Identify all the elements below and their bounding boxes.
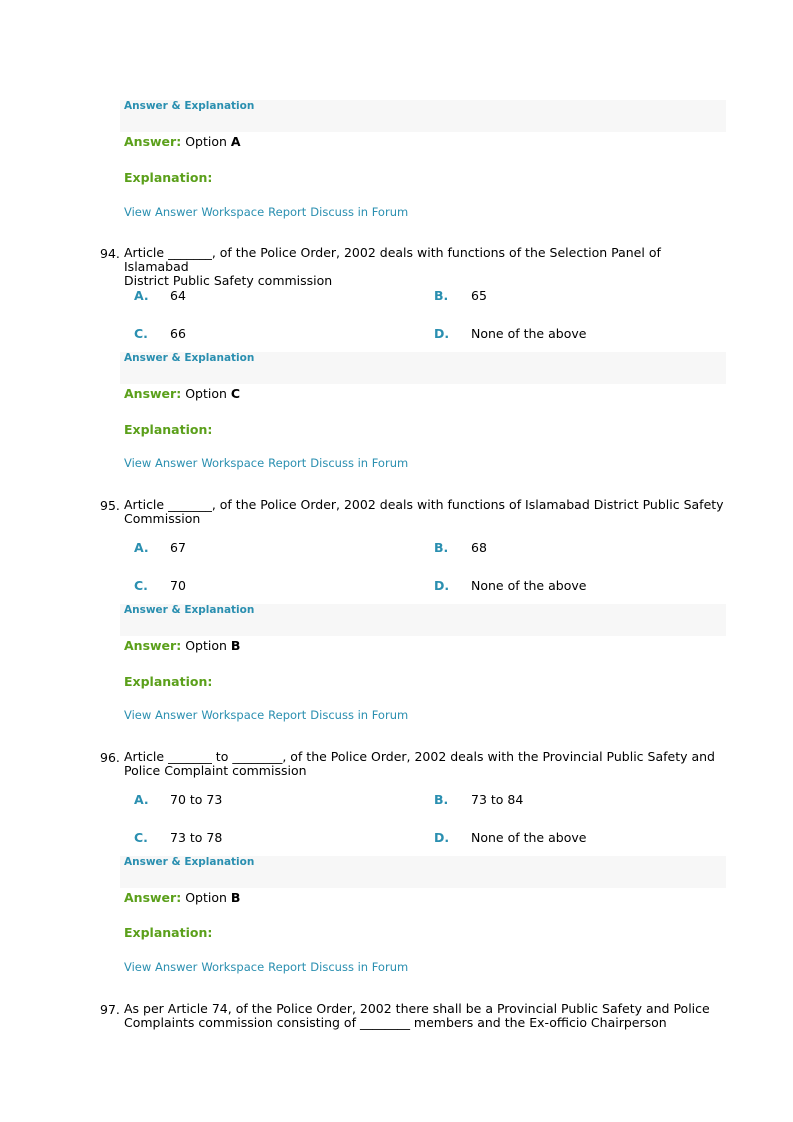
answer-label: Answer: — [124, 890, 182, 905]
answer-explanation-heading[interactable]: Answer & Explanation — [124, 604, 255, 616]
question-text-line: Article _______, of the Police Order, 2002 deals with functions of the Selection Panel of Islamabad — [124, 245, 661, 274]
explanation-label: Explanation: — [124, 674, 213, 689]
option-a-letter[interactable]: A. — [134, 792, 149, 807]
report-link[interactable]: Report — [268, 708, 307, 722]
workspace-link[interactable]: Workspace — [201, 960, 265, 974]
question-text — [124, 246, 724, 288]
option-b-text: 73 to 84 — [471, 792, 524, 807]
question-text-line: Article _______ to ________, of the Police Order, 2002 deals with the Provincial Public Safety and — [124, 749, 715, 764]
option-c-letter[interactable]: C. — [134, 830, 148, 845]
question-number: 94. — [100, 246, 120, 261]
discuss-in-forum-link[interactable]: Discuss in Forum — [310, 960, 409, 974]
answer-option — [185, 890, 240, 905]
option-b-letter[interactable]: B. — [434, 540, 449, 555]
answer-letter: C — [230, 386, 241, 401]
question-text — [124, 750, 724, 778]
answer-line — [124, 638, 240, 653]
answer-line — [124, 134, 241, 149]
option-c-text: 66 — [170, 326, 186, 341]
workspace-link[interactable]: Workspace — [201, 205, 265, 219]
option-a-text: 70 to 73 — [170, 792, 223, 807]
answer-option — [185, 386, 240, 401]
option-b-letter[interactable]: B. — [434, 288, 449, 303]
question-number: 97. — [100, 1002, 120, 1017]
question-text-line: Police Complaint commission — [124, 763, 307, 778]
view-answer-link[interactable]: View Answer — [124, 960, 198, 974]
answer-explanation-heading[interactable]: Answer & Explanation — [124, 856, 255, 868]
question-text-line: District Public Safety commission — [124, 273, 333, 288]
explanation-label: Explanation: — [124, 170, 213, 185]
option-a-text: 64 — [170, 288, 186, 303]
answer-letter: B — [230, 638, 241, 653]
answer-line — [124, 890, 240, 905]
view-answer-link[interactable]: View Answer — [124, 456, 198, 470]
option-d-letter[interactable]: D. — [434, 830, 450, 845]
option-d-letter[interactable]: D. — [434, 326, 450, 341]
option-a-letter[interactable]: A. — [134, 540, 149, 555]
report-link[interactable]: Report — [268, 205, 307, 219]
view-answer-link[interactable]: View Answer — [124, 708, 198, 722]
answer-option — [185, 638, 240, 653]
option-d-text: None of the above — [471, 830, 587, 845]
report-link[interactable]: Report — [268, 456, 307, 470]
option-a-text: 67 — [170, 540, 186, 555]
discuss-in-forum-link[interactable]: Discuss in Forum — [310, 456, 409, 470]
discuss-in-forum-link[interactable]: Discuss in Forum — [310, 708, 409, 722]
answer-label: Answer: — [124, 386, 182, 401]
explanation-label: Explanation: — [124, 925, 213, 940]
answer-explanation-heading[interactable]: Answer & Explanation — [124, 100, 255, 112]
option-b-letter[interactable]: B. — [434, 792, 449, 807]
answer-letter: A — [230, 134, 241, 149]
workspace-link[interactable]: Workspace — [201, 456, 265, 470]
option-prefix: Option — [185, 386, 227, 401]
answer-letter: B — [230, 890, 241, 905]
question-text-line: As per Article 74, of the Police Order, 2002 there shall be a Provincial Public Safety and Police — [124, 1001, 710, 1016]
question-number: 95. — [100, 498, 120, 513]
option-c-text: 70 — [170, 578, 186, 593]
question-text-line: Complaints commission consisting of ________ members and the Ex-officio Chairperson — [124, 1015, 667, 1030]
option-b-text: 68 — [471, 540, 487, 555]
question-text — [124, 498, 724, 526]
question-number: 96. — [100, 750, 120, 765]
explanation-label: Explanation: — [124, 422, 213, 437]
option-prefix: Option — [185, 638, 227, 653]
option-prefix: Option — [185, 890, 227, 905]
answer-option — [185, 134, 240, 149]
workspace-link[interactable]: Workspace — [201, 708, 265, 722]
view-answer-link[interactable]: View Answer — [124, 205, 198, 219]
question-text-line: Commission — [124, 511, 201, 526]
answer-line — [124, 386, 240, 401]
option-d-letter[interactable]: D. — [434, 578, 450, 593]
option-d-text: None of the above — [471, 326, 587, 341]
option-d-text: None of the above — [471, 578, 587, 593]
discuss-in-forum-link[interactable]: Discuss in Forum — [310, 205, 409, 219]
answer-explanation-heading[interactable]: Answer & Explanation — [124, 352, 255, 364]
option-c-text: 73 to 78 — [170, 830, 223, 845]
action-links — [124, 456, 412, 470]
report-link[interactable]: Report — [268, 960, 307, 974]
question-text-line: Article _______, of the Police Order, 2002 deals with functions of Islamabad District Public Safety — [124, 497, 724, 512]
action-links — [124, 960, 412, 974]
answer-label: Answer: — [124, 638, 182, 653]
answer-label: Answer: — [124, 134, 182, 149]
option-c-letter[interactable]: C. — [134, 578, 148, 593]
option-c-letter[interactable]: C. — [134, 326, 148, 341]
option-b-text: 65 — [471, 288, 487, 303]
action-links — [124, 708, 412, 722]
question-text — [124, 1002, 724, 1030]
action-links — [124, 205, 412, 219]
option-a-letter[interactable]: A. — [134, 288, 149, 303]
option-prefix: Option — [185, 134, 227, 149]
